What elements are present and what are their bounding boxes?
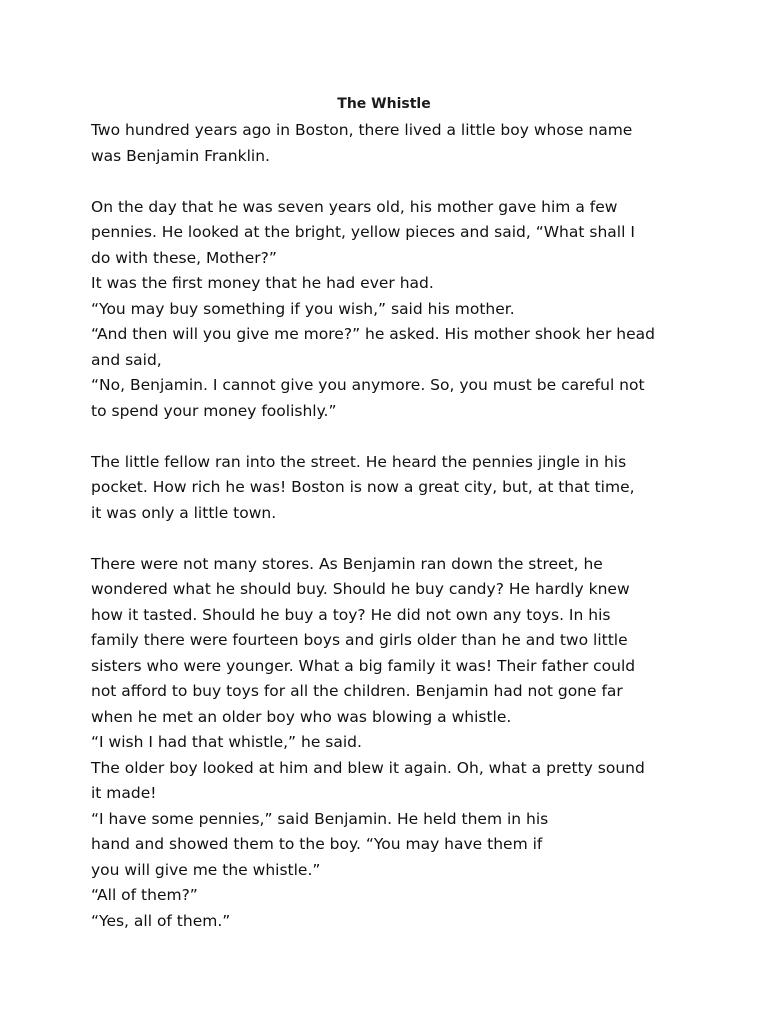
text-line: “I wish I had that whistle,” he said. (91, 733, 362, 751)
document-title: The Whistle (337, 96, 431, 112)
text-line: how it tasted. Should he buy a toy? He did not own any toys. In his (91, 605, 611, 624)
text-line: pocket. How rich he was! Boston is now a great city, but, at that time, (91, 478, 635, 496)
story-body (91, 118, 691, 934)
text-line: not afford to buy toys for all the children. Benjamin had not gone far (91, 682, 623, 700)
text-line: wondered what he should buy. Should he buy candy? He hardly knew (91, 580, 630, 598)
text-line: “All of them?” (91, 886, 198, 904)
text-line: Two hundred years ago in Boston, there lived a little boy whose name (91, 121, 633, 139)
text-line: and said, (91, 350, 162, 369)
text-line: family there were fourteen boys and girls older than he and two little (91, 631, 628, 649)
text-line: to spend your money foolishly.” (91, 401, 337, 420)
text-line: The little fellow ran into the street. He heard the pennies jingle in his (91, 452, 627, 471)
text-line: was Benjamin Franklin. (91, 146, 270, 165)
text-line: There were not many stores. As Benjamin ran down the street, he (91, 554, 603, 573)
paragraph-break (91, 424, 691, 450)
text-line: On the day that he was seven years old, his mother gave him a few (91, 197, 618, 216)
text-line: when he met an older boy who was blowing a whistle. (91, 707, 512, 726)
text-line: “And then will you give me more?” he asked. His mother shook her head (91, 325, 655, 343)
text-line: “No, Benjamin. I cannot give you anymore. So, you must be careful not (91, 376, 645, 394)
text-line: hand and showed them to the boy. “You may have them if (91, 835, 543, 853)
paragraph-break (91, 526, 691, 552)
text-line: it was only a little town. (91, 503, 277, 522)
text-line: “Yes, all of them.” (91, 911, 231, 930)
text-line: you will give me the whistle.” (91, 860, 321, 879)
text-line: do with these, Mother?” (91, 248, 277, 267)
paragraph-break (91, 169, 691, 195)
text-line: it made! (91, 784, 157, 802)
text-line: pennies. He looked at the bright, yellow pieces and said, “What shall I (91, 223, 635, 241)
text-line: “I have some pennies,” said Benjamin. He held them in his (91, 809, 549, 828)
text-line: sisters who were younger. What a big family it was! Their father could (91, 656, 636, 675)
text-line: “You may buy something if you wish,” said his mother. (91, 299, 515, 318)
text-line: It was the first money that he had ever had. (91, 274, 434, 292)
text-line: The older boy looked at him and blew it again. Oh, what a pretty sound (91, 758, 645, 777)
